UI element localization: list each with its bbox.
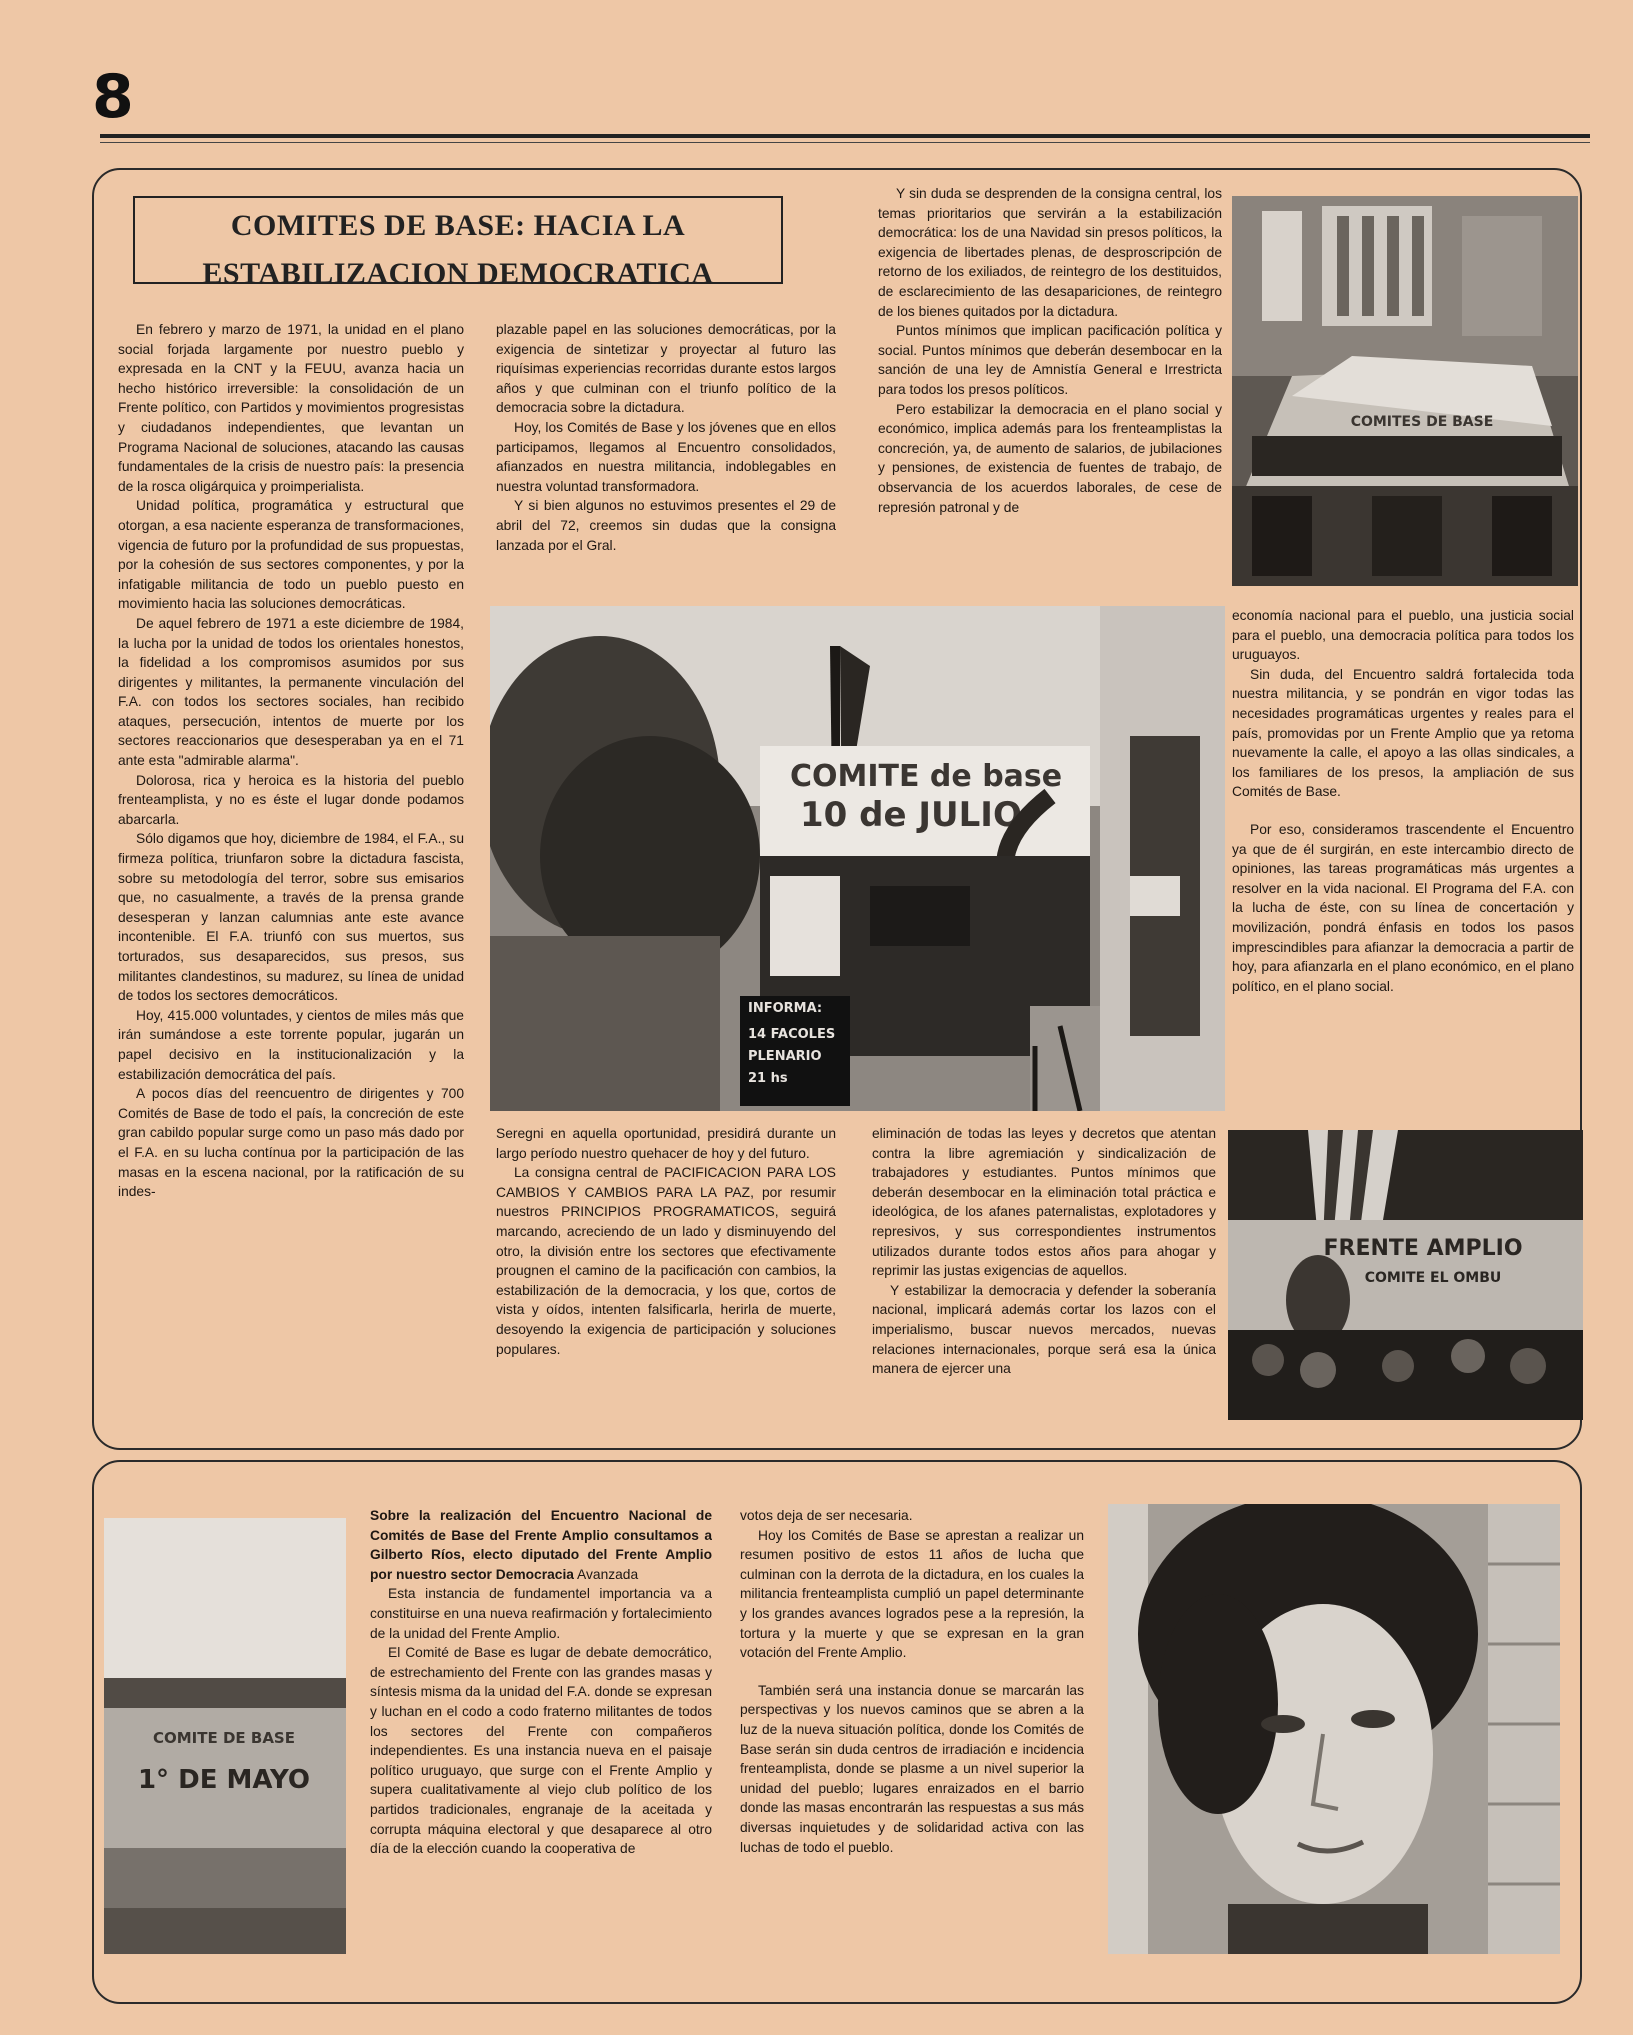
paragraph: El Comité de Base es lugar de debate democrático, de estrechamiento del Frente con las grandes masas y síntesis misma da la unidad del F.A. donde se expresan y luchan en el codo a codo fraterno militantes de todos los sectores del Frente con compañeros independientes. Es una instancia nueva en el paisaje político uruguayo, que surge con el Frente Amplio y supera cualitativamente al viejo club político de los partidos tradicionales, engranaje de la aceitada y corrupta máquina electoral y que desaparece al otro día de la elección cuando la cooperativa de <box>370 1645 712 1857</box>
paragraph: Hoy los Comités de Base se aprestan a realizar un resumen positivo de estos 11 años de lucha que culminan con la derrota de la dictadura, en los cuales la militancia frenteamplista cumplió un papel determinante y los grandes avances logrados pese a la represión, la tortura y la muerte y que se expresan en la gran votación del Frente Amplio. <box>740 1527 1084 1661</box>
headline-line-2: ESTABILIZACION DEMOCRATICA <box>202 257 714 284</box>
paragraph: Unidad política, programática y estructural que otorgan, a esa naciente esperanza de transformaciones, vigencia de futuro por la profundidad de sus propuestas, por la cohesión de sus sectores componentes, y por la infatigable militancia de todo un pueblo puesto en movimiento hacia las soluciones democráticas. <box>118 498 464 612</box>
interview-column-2 <box>740 1506 1084 1952</box>
interview-intro-tail: Avanzada <box>573 1566 639 1582</box>
paragraph: Pero estabilizar la democracia en el plano social y económico, implica además para los frenteamplistas la concreción, ya, de aumento de salarios, de jubilaciones y pensiones, de existencia de fuentes de trabajo, de observancia de los acuerdos laborales, de cese de represión patronal y de <box>878 401 1222 515</box>
paragraph: La consigna central de PACIFICACION PARA LOS CAMBIOS Y CAMBIOS PARA LA PAZ, por resumir nuestros PRINCIPIOS PROGRAMATICOS, seguirá marcando, acreciendo de un lado y disminuyendo del otro, la división entre los sectores que efectivamente prougnen el camino de la pacificación con cambios, la estabilización de la democracia, y los que, cortos de vista y oídos, intenten falsificarla, herirla de muerte, desoyendo la exigencia de participación y soluciones populares. <box>496 1165 836 1357</box>
paragraph: Esta instancia de fundamentel importancia va a constituirse en una nueva reafirmación y fortalecimiento de la unidad del Frente Amplio. <box>370 1586 712 1641</box>
paragraph: Puntos mínimos que implican pacificación política y social. Puntos mínimos que deberán desembocar en la sanción de una ley de Amnistía General e Irrestricta para todos los presos políticos. <box>878 323 1222 397</box>
paragraph: También será una instancia donue se marcarán las perspectivas y los nuevos caminos que se abren a la luz de la nueva situación política, donde los Comités de Base serán sin duda centros de irradiación e incidencia frenteamplista, donde se plasme a un nivel superior la unidad del pueblo; lugares enraizados en el barrio donde las masas encontrarán las respuestas a sus más diversas inquietudes y de solidaridad activa con las luchas de todo el pueblo. <box>740 1682 1084 1855</box>
paragraph: Por eso, consideramos trascendente el Encuentro ya que de él surgirán, en este intercambio directo de opiniones, las tareas programáticas más urgentes a resolver en la vida nacional. El Programa del F.A. con la lucha de éste, con su línea de concertación y movilización, pondrá énfasis en todos los pasos imprescindibles para afianzar la democracia a partir de hoy, para afianzarla en el plano económico, en el plano político, en el plano social. <box>1232 821 1574 994</box>
paragraph: Y sin duda se desprenden de la consigna central, los temas prioritarios que servirán a la estabilización democrática: los de una Navidad sin presos políticos, la exigencia de libertades plenas, de desproscripción de retorno de los exiliados, de reintegro de los destituidos, de esclarecimiento de las desapariciones, de reintegro de los bienes quitados por la dictadura. <box>878 186 1222 319</box>
paragraph: Y estabilizar la democracia y defender la soberanía nacional, implicará además cortar los lazos con el imperialismo, buscar nuevos mercados, nuevas relaciones internacionales, porque será esa la única manera de ejercer una <box>872 1282 1216 1377</box>
page-number: 8 <box>92 62 134 132</box>
photo-fa-line-1: FRENTE AMPLIO <box>1323 1236 1523 1261</box>
interview-column-1 <box>370 1506 712 1952</box>
article-column-2-bottom <box>496 1124 836 1440</box>
article-column-4 <box>1232 606 1574 1122</box>
interview-intro <box>370 1506 712 1584</box>
article-column-3-bottom <box>872 1124 1216 1440</box>
paragraph: Dolorosa, rica y heroica es la historia del pueblo frenteamplista, y no es éste el lugar donde podamos abarcarla. <box>118 772 464 827</box>
headline-box <box>133 196 783 284</box>
photo-portrait-gilberto-rios <box>1108 1504 1560 1954</box>
photo-board-line-3: 21 hs <box>748 1071 788 1086</box>
photo-comite-10-de-julio <box>490 606 1225 1111</box>
paragraph: Seregni en aquella oportunidad, presidirá durante un largo período nuestro quehacer de hoy y del futuro. <box>496 1126 836 1161</box>
paragraph: En febrero y marzo de 1971, la unidad en el plano social forjada largamente por nuestro pueblo y expresada en la CNT y la FEUU, avanza hacia un hecho histórico irreversible: la consolidación de un Frente político, con Partidos y movimientos progresistas y ciudadanos independientes, que levantan un Programa Nacional de soluciones, atacando las causas fundamentales de la crisis de nuestro país: la presencia de la rosca oligárquica y proimperialista. <box>118 322 464 494</box>
interview-intro-bold: Sobre la realización del Encuentro Nacional de Comités de Base del Frente Amplio consultamos a Gilberto Ríos, electo diputado del Frente Amplio por nuestro sector Democracia <box>370 1508 712 1582</box>
paragraph: eliminación de todas las leyes y decretos que atentan contra la libre agremiación y sindicalización de trabajadores y estudiantes. Puntos mínimos que deberán desembocar en la eliminación total práctica e ideológica, de los afanes paternalistas, explotadores y represivos, y sus correspondientes instrumentos utilizados durante todos estos años para ahogar y reprimir las justas exigencias de aquellos. <box>872 1126 1216 1279</box>
paragraph: Sólo digamos que hoy, diciembre de 1984, el F.A., su firmeza política, triunfaron sobre la dictadura fascista, sobre su metodología del terror, sobre sus emisarios que, no casualmente, a través de la prensa grande desesperan y lanzan calumnias ante este avance incontenible. El F.A. triunfó con sus muertos, sus torturados, sus desaparecidos, sus presos, sus militantes clandestinos, su madurez, su línea de unidad de todos los sectores democráticos. <box>118 831 464 1004</box>
photo-fa-line-2: COMITE EL OMBU <box>1364 1270 1502 1286</box>
paragraph: A pocos días del reencuentro de dirigentes y 700 Comités de Base de todo el país, la concreción de este gran cabildo popular surge como un paso más dado por el F.A. en su lucha contínua por la participación de las masas en la escena nacional, por la ratificación de su indes- <box>118 1086 464 1200</box>
photo-banner-line-1: COMITE de base <box>790 759 1063 794</box>
photo-comite-1-de-mayo <box>104 1518 346 1954</box>
paragraph: Hoy, los Comités de Base y los jóvenes que en ellos participamos, llegamos al Encuentro consolidados, afianzados en nuestra militancia, indoblegables en nuestra voluntad transformadora. <box>496 419 836 494</box>
paragraph: Sin duda, del Encuentro saldrá fortalecida toda nuestra militancia, y se pondrán en vigor todas las necesidades programáticas urgentes y reales para el país, promovidas por un Frente Amplio que ya retoma nuevamente la calle, el apoyo a las ollas sindicales, a los familiares de los presos, la ampliación de sus Comités de Base. <box>1232 666 1574 800</box>
header-rule <box>100 134 1590 138</box>
photo-banner-line-2: 10 de JULIO <box>800 795 1022 835</box>
article-column-1 <box>118 320 464 1438</box>
article-column-2-top <box>496 320 836 590</box>
photo-comite-building <box>1232 196 1578 586</box>
paragraph: votos deja de ser necesaria. <box>740 1508 913 1523</box>
photo-board-line-2: PLENARIO <box>748 1049 822 1064</box>
headline-line-1: COMITES DE BASE: HACIA LA <box>230 209 686 242</box>
photo-sign-text: COMITES DE BASE <box>1350 414 1494 430</box>
paragraph: Y si bien algunos no estuvimos presentes el 29 de abril del 72, creemos sin dudas que la consigna lanzada por el Gral. <box>496 498 836 553</box>
paragraph: plazable papel en las soluciones democráticas, por la exigencia de sintetizar y proyectar al futuro las riquísimas experiencias recorridas durante estos largos años y que culminan con el triunfo político de la democracia sobre la dictadura. <box>496 322 836 416</box>
article-column-3-top <box>878 184 1222 594</box>
photo-mayo-line-1: COMITE DE BASE <box>153 1729 295 1747</box>
header-rule-thin <box>100 142 1590 143</box>
paragraph: De aquel febrero de 1971 a este diciembre de 1984, la lucha por la unidad de todos los orientales honestos, la fidelidad a los compromisos asumidos por sus dirigentes y militantes, la permanente vinculación del F.A. con todos los sectores sociales, han recibido ataques, persecución, intentos de muerte por los sectores reaccionarios que desesperaban ya en el 71 ante esta "admirable alarma". <box>118 615 464 769</box>
photo-mayo-line-2: 1° DE MAYO <box>137 1765 311 1795</box>
photo-board-title: INFORMA: <box>748 1001 823 1016</box>
paragraph: economía nacional para el pueblo, una justicia social para el pueblo, una democracia política para todos los uruguayos. <box>1232 608 1574 663</box>
photo-board-line-1: 14 FACOLES <box>748 1027 836 1042</box>
photo-frente-amplio-el-ombu <box>1228 1130 1583 1420</box>
paragraph: Hoy, 415.000 voluntades, y cientos de miles más que irán sumándose a este torrente popular, jugarán un papel decisivo en la institucionalización y la estabilización democrática del país. <box>118 1007 464 1082</box>
